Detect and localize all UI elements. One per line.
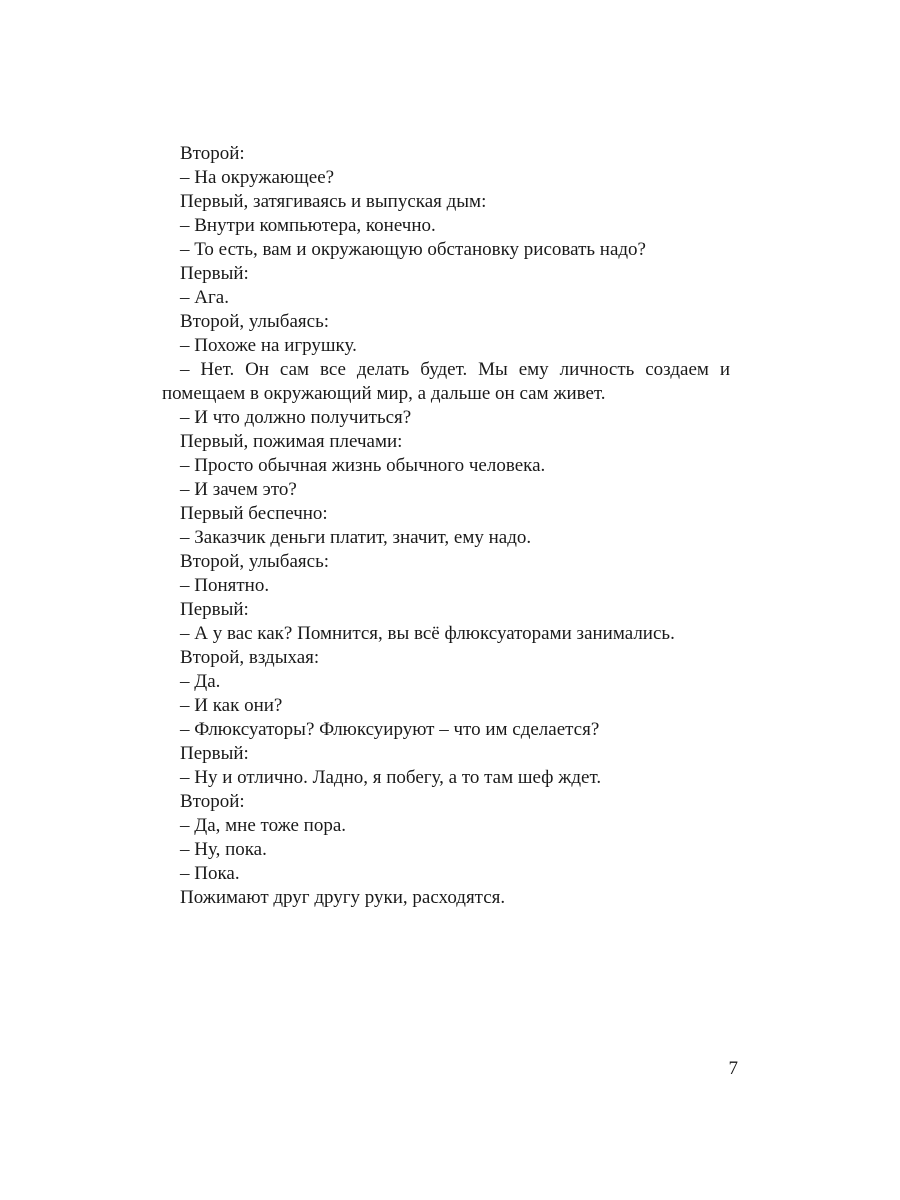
paragraph: – Понятно. (180, 575, 270, 596)
paragraph: – Заказчик деньги платит, значит, ему надо. (180, 527, 532, 548)
paragraph: – То есть, вам и окружающую обстановку рисовать надо? (180, 239, 646, 260)
paragraph: – Нет. Он сам все делать будет. Мы ему личность создаем и помещаем в окружающий мир, а дальше он сам живет. (162, 359, 730, 404)
paragraph: – Просто обычная жизнь обычного человека. (180, 455, 546, 476)
paragraph: – Пока. (180, 863, 240, 884)
paragraph: Второй: (180, 143, 245, 164)
paragraph: – Похоже на игрушку. (180, 335, 357, 356)
paragraph: Первый беспечно: (180, 503, 328, 524)
paragraph: – И как они? (180, 695, 283, 716)
paragraph: Первый: (180, 599, 249, 620)
paragraph: – Да, мне тоже пора. (180, 815, 347, 836)
paragraph: Первый: (180, 743, 249, 764)
page-number: 7 (728, 1058, 738, 1079)
paragraph: – Ну и отлично. Ладно, я побегу, а то там шеф ждет. (180, 767, 602, 788)
body-text (162, 142, 730, 910)
paragraph: Второй: (180, 791, 245, 812)
paragraph: – На окружающее? (180, 167, 335, 188)
paragraph: Второй, вздыхая: (180, 647, 320, 668)
paragraph: – Ну, пока. (180, 839, 267, 860)
paragraph: – А у вас как? Помнится, вы всё флюксуаторами занимались. (180, 623, 675, 644)
paragraph: – И зачем это? (180, 479, 297, 500)
paragraph: Второй, улыбаясь: (180, 551, 330, 572)
paragraph: – Ага. (180, 287, 229, 308)
paragraph: – Внутри компьютера, конечно. (180, 215, 436, 236)
paragraph: – Да. (180, 671, 221, 692)
paragraph: Первый, затягиваясь и выпуская дым: (180, 191, 487, 212)
paragraph: – И что должно получиться? (180, 407, 412, 428)
paragraph: Первый: (180, 263, 249, 284)
paragraph: Второй, улыбаясь: (180, 311, 330, 332)
paragraph: – Флюксуаторы? Флюксуируют – что им сделается? (180, 719, 600, 740)
paragraph: Пожимают друг другу руки, расходятся. (180, 887, 506, 908)
paragraph: Первый, пожимая плечами: (180, 431, 403, 452)
